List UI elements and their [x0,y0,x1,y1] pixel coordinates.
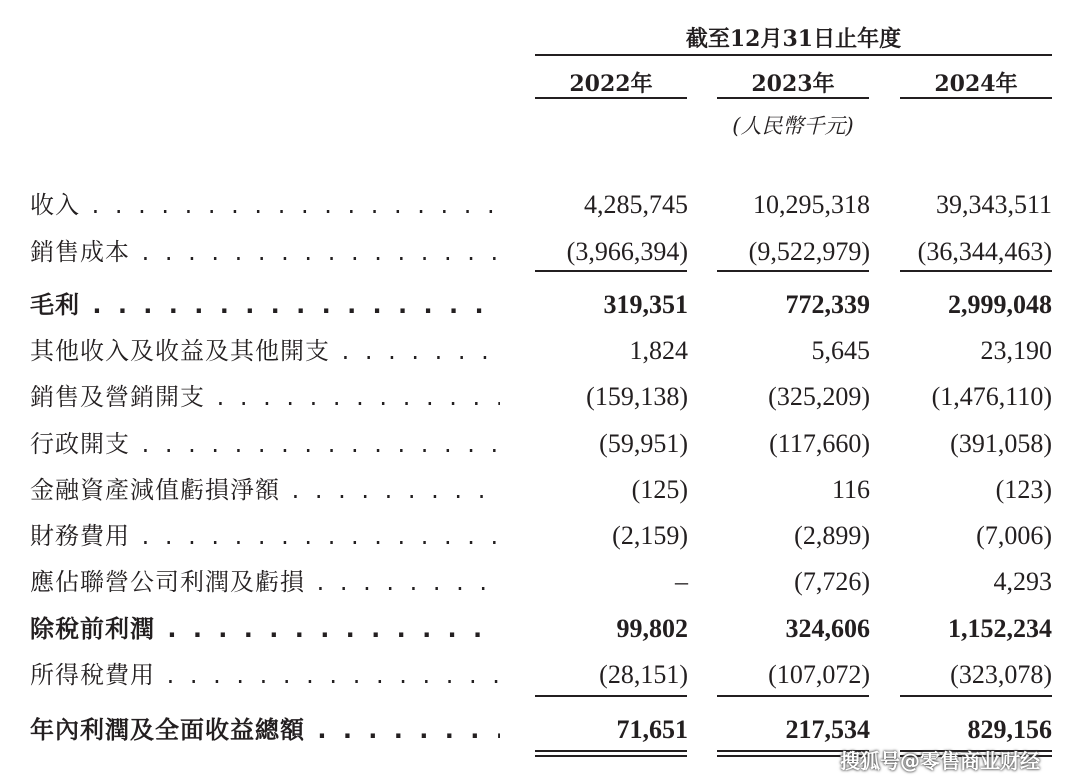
value-2023: 10,295,318 [753,190,870,219]
double-rule-2022-a [535,750,687,752]
period-header: 截至12月31日止年度 [685,26,902,52]
row-administrative [0,424,1080,464]
year-2023-header: 2023年 [751,71,835,97]
value-2022: (159,138) [586,382,688,411]
row-label: 其他收入及收益及其他開支 . . . [30,331,500,371]
row-profit-before-tax [0,609,1080,649]
value-2024: 23,190 [980,336,1052,365]
value-2024: 2,999,048 [948,290,1052,319]
total-rule-2023 [717,695,869,697]
year-2024-header: 2024年 [934,71,1018,97]
row-share-of-associates [0,562,1080,602]
value-2023: (2,899) [794,521,870,550]
row-label: 年內利潤及全面收益總額 . . . [30,710,500,750]
year-rule-2024 [900,97,1052,99]
value-2023: 324,606 [785,614,870,643]
value-2024: (1,476,110) [931,382,1052,411]
row-cost-of-sales [0,232,1080,272]
subtotal-rule-2023 [717,270,869,272]
value-2023: (9,522,979) [748,237,870,266]
row-other-income [0,331,1080,371]
subtotal-rule-2024 [900,270,1052,272]
value-2022: (59,951) [599,429,688,458]
value-2022: (3,966,394) [566,237,688,266]
year-rule-2022 [535,97,687,99]
value-2023: (325,209) [768,382,870,411]
value-2022: 71,651 [616,715,688,744]
value-2022: 319,351 [603,290,688,319]
year-rule-2023 [717,97,869,99]
total-rule-2022 [535,695,687,697]
value-2022: (2,159) [612,521,688,550]
row-label: 收入 . . . [30,185,500,225]
year-2022-header: 2022年 [569,71,653,97]
row-label: 除稅前利潤 . . . [30,609,500,649]
value-2024: (391,058) [950,429,1052,458]
value-2022: (28,151) [599,660,688,689]
row-label: 行政開支 . . . [30,424,500,464]
value-2022: 99,802 [616,614,688,643]
row-label: 應佔聯營公司利潤及虧損 . . . [30,562,500,602]
row-gross-profit [0,285,1080,325]
period-rule [535,54,1052,56]
subtotal-rule-2022 [535,270,687,272]
value-2024: (323,078) [950,660,1052,689]
value-2024: 829,156 [967,715,1052,744]
value-2022: – [675,567,688,596]
row-finance-costs [0,516,1080,556]
row-income-tax [0,655,1080,695]
row-label: 所得稅費用 . . . [30,655,500,695]
value-2023: 772,339 [785,290,870,319]
value-2024: 1,152,234 [948,614,1052,643]
row-label: 銷售及營銷開支 . . . [30,377,500,417]
row-label: 毛利 . . . [30,285,500,325]
value-2024: (7,006) [976,521,1052,550]
total-rule-2024 [900,695,1052,697]
value-2023: (117,660) [769,429,870,458]
value-2023: 116 [831,475,870,504]
row-selling-marketing [0,377,1080,417]
value-2023: (107,072) [768,660,870,689]
value-2024: (36,344,463) [917,237,1052,266]
value-2024: 39,343,511 [935,190,1052,219]
value-2023: 217,534 [785,715,870,744]
value-2023: (7,726) [794,567,870,596]
row-label: 財務費用 . . . [30,516,500,556]
row-impairment [0,470,1080,510]
value-2024: (123) [995,475,1052,504]
row-total-profit [0,710,1080,750]
value-2022: (125) [631,475,688,504]
row-revenue [0,185,1080,225]
double-rule-2022-b [535,755,687,757]
value-2023: 5,645 [811,336,870,365]
row-label: 銷售成本 . . . [30,232,500,272]
watermark: 搜狐号@零售商业财经 [840,749,1040,773]
value-2024: 4,293 [993,567,1052,596]
value-2022: 4,285,745 [584,190,688,219]
value-2022: 1,824 [629,336,688,365]
unit-label: (人民幣千元) [732,114,854,138]
row-label: 金融資產減值虧損淨額 . . . [30,470,500,510]
